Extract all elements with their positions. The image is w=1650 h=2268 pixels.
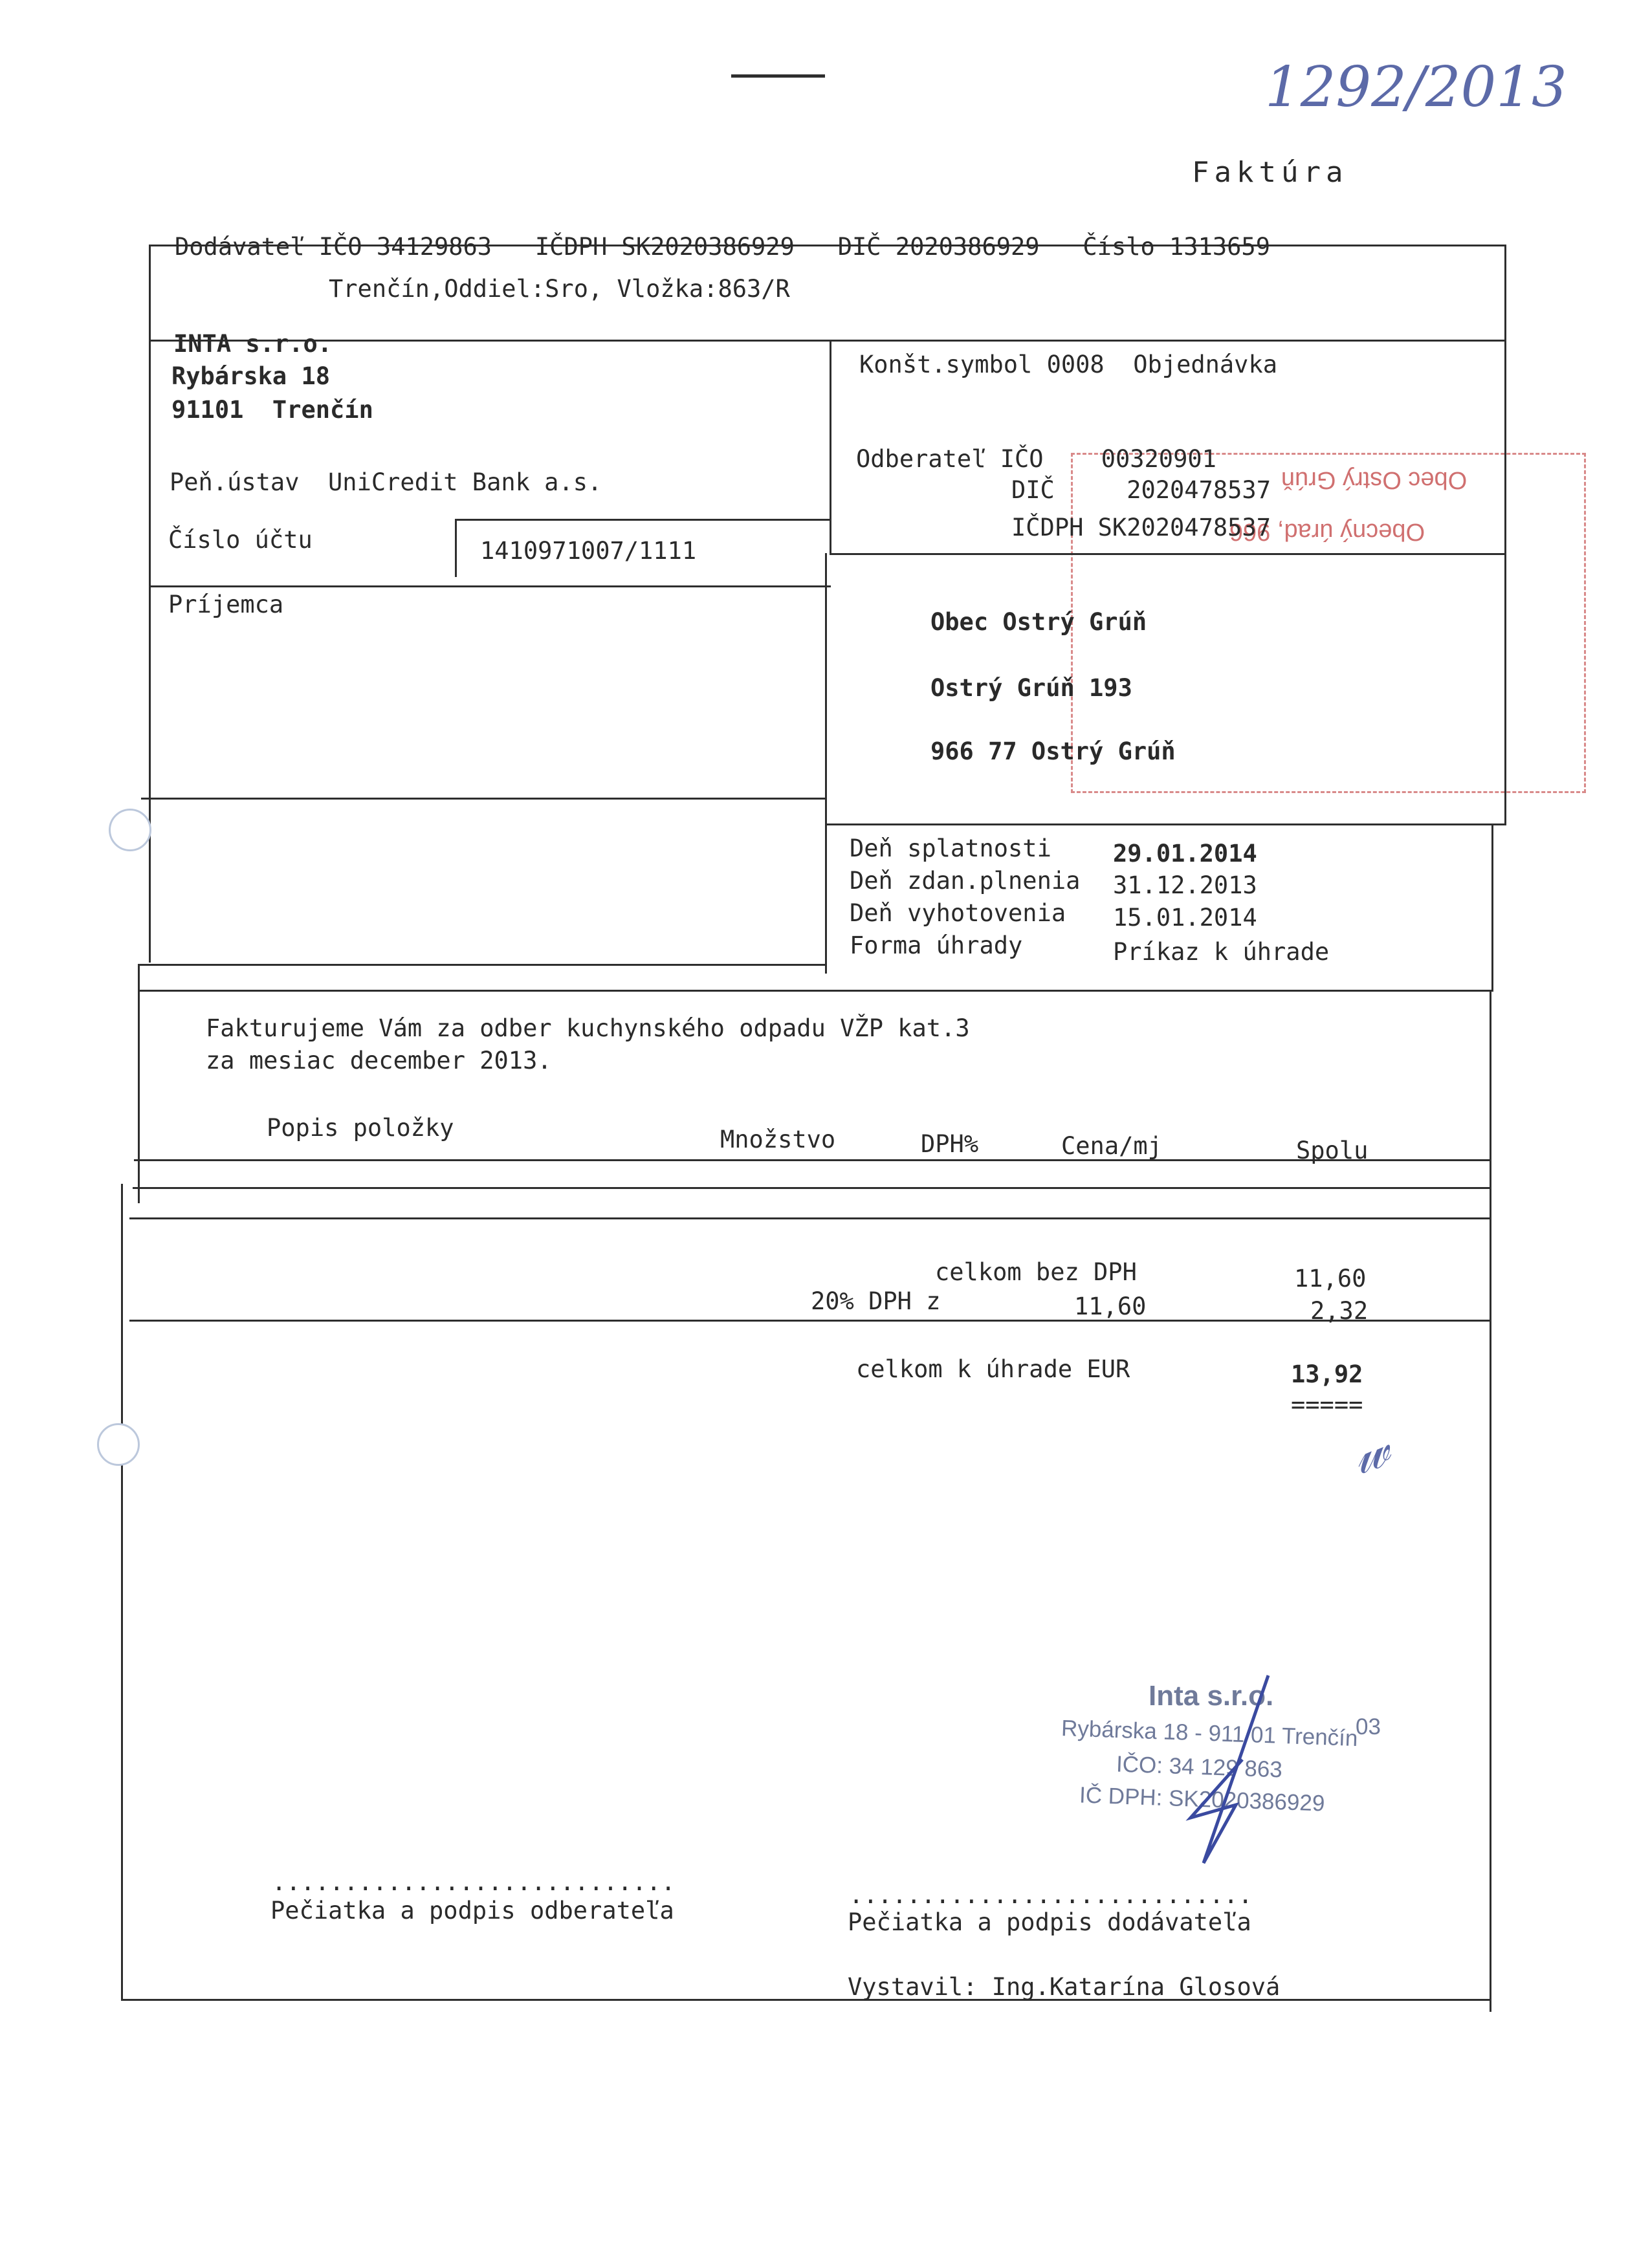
customer-sign-dots: ............................ (272, 1868, 676, 1896)
account-box-top (456, 519, 830, 521)
supplier-signature (1165, 1669, 1294, 1876)
account-number: 1410971007/1111 (480, 537, 697, 565)
totals-divider (129, 1320, 1491, 1322)
net-label: celkom bez DPH (935, 1258, 1137, 1286)
dates-bottom-divider (139, 964, 826, 966)
grand-total-value: 13,92 (1291, 1360, 1363, 1388)
vat-base: 11,60 (1074, 1292, 1147, 1320)
middle-divider-lower (825, 553, 827, 812)
punch-hole-bottom (97, 1423, 140, 1466)
payment-form-value: Príkaz k úhrade (1113, 938, 1330, 966)
due-date-value: 29.01.2014 (1113, 840, 1257, 867)
supplier-stamp-icdph: IČ DPH: SK2020386929 (1079, 1782, 1326, 1816)
frame-right-upper (1504, 245, 1506, 824)
supplier-sign-dots: ............................ (849, 1881, 1253, 1909)
description-line1: Fakturujeme Vám za odber kuchynského odpadu VŽP kat.3 (206, 1014, 970, 1042)
customer-city: 966 77 Ostrý Grúň (930, 737, 1176, 765)
col-price: Cena/mj (1061, 1132, 1162, 1160)
invoice-title: Faktúra (1192, 156, 1348, 189)
issued-by: Vystavil: Ing.Katarína Glosová (848, 1973, 1281, 2001)
dates-left-divider (825, 812, 827, 974)
customer-dic: DIČ 2020478537 (1011, 476, 1271, 504)
supplier-bank: Peň.ústav UniCredit Bank a.s. (170, 468, 602, 496)
tax-date-label: Deň zdan.plnenia (850, 867, 1081, 895)
col-item: Popis položky (267, 1114, 454, 1142)
punch-hole-top (109, 809, 151, 851)
supplier-stamp-number: 03 (1356, 1714, 1381, 1739)
constant-symbol: Konšt.symbol 0008 Objednávka (859, 351, 1278, 378)
col-qty: Množstvo (720, 1126, 836, 1153)
middle-divider-upper (830, 340, 831, 553)
col-vat: DPH% (921, 1130, 979, 1158)
received-stamp-line1: Obec Ostrý Grúň (1281, 466, 1468, 494)
customer-icdph: IČDPH SK2020478537 (1011, 514, 1271, 541)
grand-total-underline: ===== (1291, 1391, 1363, 1419)
supplier-stamp-address: Rybárska 18 - 911 01 Trenčín (1061, 1716, 1359, 1751)
supplier-header-divider (150, 340, 1506, 342)
payment-form-label: Forma úhrady (850, 932, 1023, 959)
frame-left-upper (149, 245, 151, 963)
supplier-name: INTA s.r.o. (173, 330, 333, 358)
frame-right-dates (1491, 823, 1493, 992)
recipient-divider (141, 798, 827, 800)
supplier-ids: Dodávateľ IČO 34129863 IČDPH SK2020386929 DIČ 2020386929 Číslo 1313659 (175, 233, 1270, 261)
received-stamp-line2: Obecný úrad, 966 (1229, 518, 1425, 545)
supplier-stamp-ico: IČO: 34 129 863 (1116, 1751, 1283, 1783)
frame-right-lower (1490, 990, 1491, 2012)
customer-ico: Odberateľ IČO 00320901 (856, 445, 1216, 473)
account-box-left (455, 519, 457, 577)
col-total: Spolu (1296, 1137, 1369, 1164)
frame-left-bottom (121, 1184, 123, 1999)
frame-bottom (121, 1999, 1491, 2001)
table-divider-3 (129, 1217, 1491, 1219)
supplier-stamp-name: Inta s.r.o. (1149, 1680, 1274, 1712)
vat-value: 2,32 (1310, 1297, 1369, 1325)
customer-name: Obec Ostrý Grúň (930, 608, 1147, 636)
account-label: Číslo účtu (168, 526, 313, 554)
supplier-street: Rybárska 18 (171, 362, 331, 390)
supplier-sign-label: Pečiatka a podpis dodávateľa (848, 1908, 1251, 1936)
table-divider-2 (133, 1187, 1491, 1189)
description-line2: za mesiac december 2013. (206, 1047, 552, 1074)
handwritten-invoice-number: 1292/2013 (1265, 55, 1567, 120)
top-dash (731, 74, 825, 78)
supplier-registration: Trenčín,Oddiel:Sro, Vložka:863/R (329, 275, 790, 303)
customer-street: Ostrý Grúň 193 (930, 674, 1132, 702)
table-header-divider (134, 1159, 1491, 1161)
bank-row-divider (150, 585, 831, 587)
issue-date-label: Deň vyhotovenia (850, 899, 1066, 927)
supplier-city: 91101 Trenčín (171, 396, 373, 424)
tax-date-value: 31.12.2013 (1113, 871, 1257, 899)
dates-divider (825, 823, 1506, 825)
vat-label: 20% DPH z (811, 1287, 941, 1315)
body-divider (139, 990, 1493, 992)
issue-date-value: 15.01.2014 (1113, 904, 1257, 932)
due-date-label: Deň splatnosti (850, 834, 1051, 862)
grand-total-label: celkom k úhrade EUR (856, 1355, 1130, 1383)
customer-sign-label: Pečiatka a podpis odberateľa (270, 1897, 674, 1925)
net-value: 11,60 (1294, 1265, 1367, 1292)
handwritten-initials: 𝓌 (1343, 1417, 1398, 1487)
order-divider (830, 553, 1506, 555)
recipient-label: Príjemca (168, 591, 284, 618)
frame-left-lower (138, 964, 140, 1203)
